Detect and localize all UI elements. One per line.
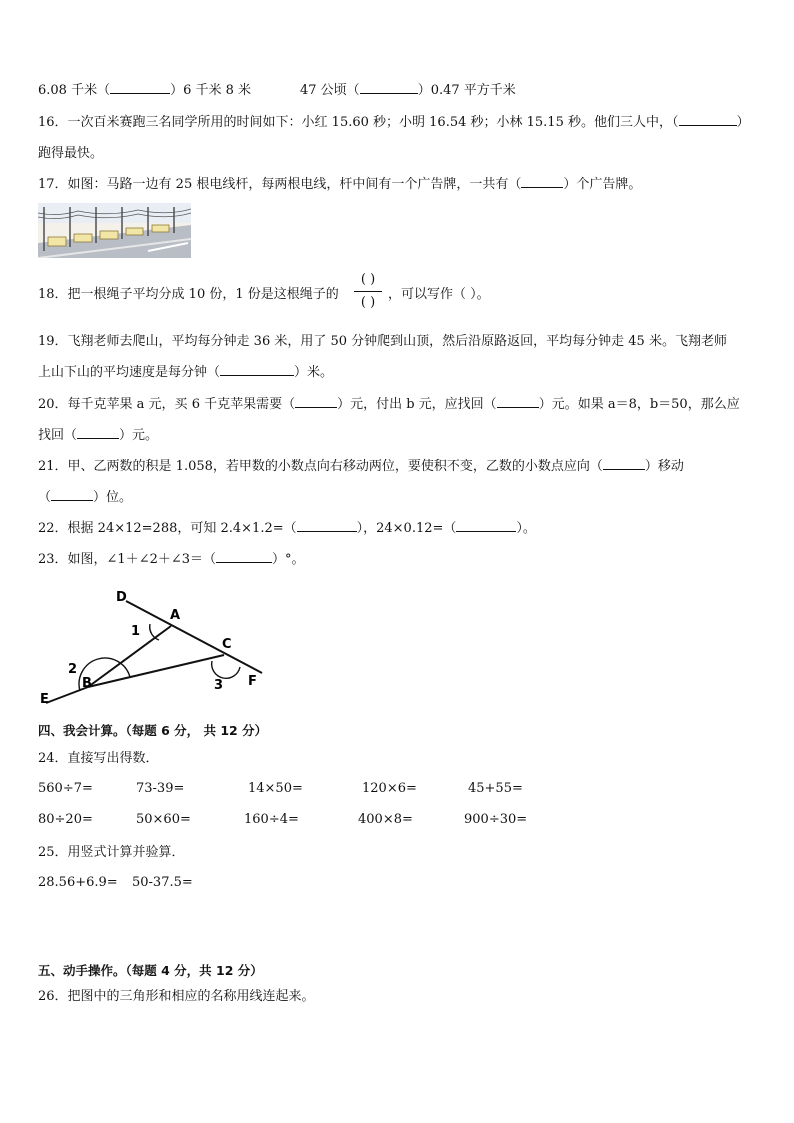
section-5-title: 五、动手操作。（每题 4 分，共 12 分） [38,963,263,978]
q20-text-b: ）元，付出 b 元，应找回（ [337,397,497,412]
label-d: D [116,590,127,605]
q19-line1: 19．飞翔老师去爬山，平均每分钟走 36 米，用了 50 分钟爬到山顶，然后沿原路返回，平均每分钟走 45 米。飞翔老师 [38,334,727,349]
section-4-title: 四、我会计算。（每题 6 分， 共 12 分） [38,723,268,738]
q22-text-end: ）。 [516,521,536,536]
q24-r1-4: 120×6= [362,781,417,796]
fraction-blank[interactable] [352,272,384,311]
answer-blank[interactable] [456,520,516,532]
q24-r2-1: 80÷20= [38,812,93,827]
q20-line2 [38,427,158,445]
q21-text-b: ）位。 [93,490,133,505]
angle-3-arc [212,661,240,678]
answer-blank[interactable] [51,489,93,501]
q20-text-c: ）元。如果 a＝8，b＝50，那么应 [538,397,740,412]
q23-line [38,551,305,569]
q23-text-end: ）°。 [272,552,305,567]
q21-text-end: ）移动 [644,459,684,474]
answer-blank[interactable] [77,427,119,439]
q24-r2-5: 900÷30= [464,812,528,827]
label-e: E [40,692,49,707]
q15-left-text: 6.08 千米（ [38,83,111,98]
q16-line1 [38,114,750,132]
q22-text-mid: ），24×0.12=（ [356,521,457,536]
q15-left-end: ）6 千米 8 米 [170,83,252,98]
q15-right-end: ）0.47 平方千米 [417,83,516,98]
q26-title: 26．把图中的三角形和相应的名称用线连起来。 [38,989,315,1004]
q18-line [38,286,339,304]
q15-right-line [300,82,516,100]
label-a: A [170,608,181,623]
label-angle-3: 3 [214,678,224,693]
q19-text: 上山下山的平均速度是每分钟（ [38,365,221,380]
road-billboard-picture [38,203,191,258]
q19-text-end: ）米。 [294,365,334,380]
q24-r1-2: 73-39= [136,781,185,796]
q17-text: 17．如图：马路一边有 25 根电线杆，每两根电线，杆中间有一个广告牌，一共有（ [38,177,522,192]
q22-text: 22．根据 24×12=288，可知 2.4×1.2=（ [38,521,297,536]
q24-title: 24．直接写出得数． [38,751,159,766]
q16-line2: 跑得最快。 [38,146,104,161]
q15-line [38,82,251,100]
fraction-bar [354,291,382,292]
q18-text: 18．把一根绳子平均分成 10 份，1 份是这根绳子的 [38,287,339,302]
q24-r2-2: 50×60= [136,812,191,827]
q23-text: 23．如图，∠1＋∠2＋∠3＝（ [38,552,217,567]
q21-text: 21．甲、乙两数的积是 1.058，若甲数的小数点向右移动两位，要使积不变，乙数的小数点应向（ [38,459,603,474]
q25-item-2: 50-37.5= [132,875,193,890]
answer-blank[interactable] [679,114,737,126]
answer-blank[interactable] [220,364,294,376]
q24-r1-3: 14×50= [248,781,303,796]
q20-text-d: 找回（ [38,428,78,443]
answer-blank[interactable] [521,176,563,188]
q21-line2 [38,489,132,507]
q24-r2-3: 160÷4= [244,812,299,827]
answer-blank[interactable] [110,82,170,94]
label-angle-2: 2 [68,662,78,677]
label-f: F [248,674,257,689]
q24-r1-5: 45+55= [468,781,523,796]
q25-item-1: 28.56+6.9= [38,875,118,890]
q16-text: 16．一次百米赛跑三名同学所用的时间如下：小红 15.60 秒；小明 16.54 秒；小林 15.15 秒。他们三人中，（ [38,115,679,130]
q18-end: ，可以写作（ ）。 [388,287,490,302]
q25-title: 25．用竖式计算并验算． [38,845,185,860]
q21-text-a: （ [38,490,52,505]
q15-right-text: 47 公顷（ [300,83,360,98]
q24-r1-1: 560÷7= [38,781,93,796]
answer-blank[interactable] [216,551,272,563]
answer-blank[interactable] [497,396,539,408]
q24-r2-4: 400×8= [358,812,413,827]
fraction-denominator[interactable]: ( ) [360,295,376,310]
q21-line1 [38,458,684,476]
angle-1-arc [150,624,159,640]
q22-line [38,520,536,538]
angle-figure [36,585,276,710]
q19-line2 [38,364,333,382]
q20-line1 [38,396,740,414]
fraction-numerator[interactable]: ( ) [360,272,376,287]
q17-line [38,176,641,194]
q16-text-end: ） [736,115,750,130]
answer-blank[interactable] [295,396,337,408]
label-angle-1: 1 [131,624,141,639]
answer-blank[interactable] [360,82,418,94]
q20-text-e: ）元。 [119,428,159,443]
label-b: B [82,676,92,691]
answer-blank[interactable] [603,458,645,470]
answer-blank[interactable] [297,520,357,532]
label-c: C [222,637,232,652]
q20-text-a: 20．每千克苹果 a 元，买 6 千克苹果需要（ [38,397,296,412]
q17-text-end: ）个广告牌。 [563,177,642,192]
